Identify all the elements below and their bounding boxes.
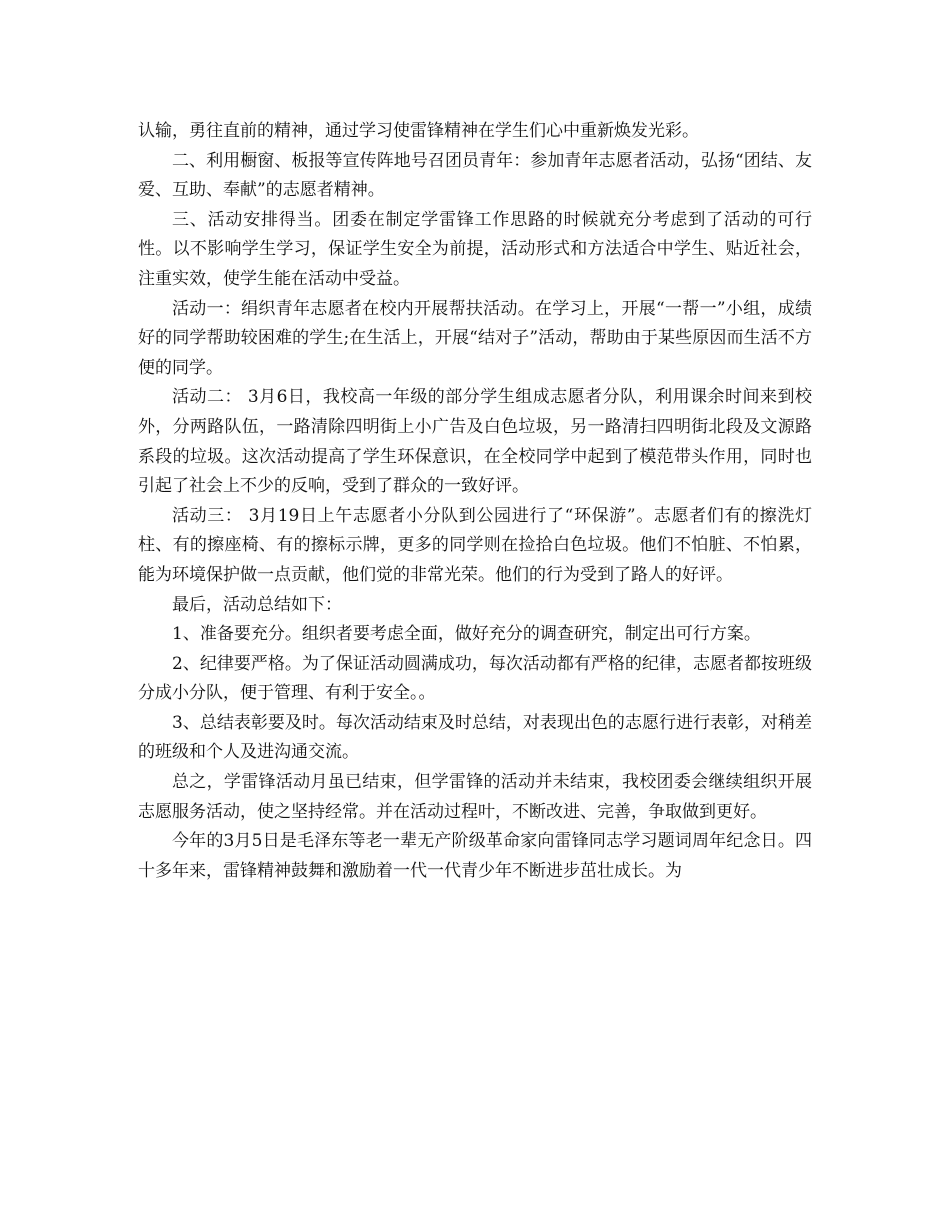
paragraph: 今年的3月5日是毛泽东等老一辈无产阶级革命家向雷锋同志学习题词周年纪念日。四十多年来，雷锋精神鼓舞和激励着一代一代青少年不断进步茁壮成长。为 <box>138 831 812 881</box>
paragraph: 认输，勇往直前的精神，通过学习使雷锋精神在学生们心中重新焕发光彩。 <box>138 121 699 141</box>
paragraph: 总之，学雷锋活动月虽已结束，但学雷锋的活动并未结束，我校团委会继续组织开展志愿服务活动，使之坚持经常。并在活动过程叶，不断改进、完善，争取做到更好。 <box>138 772 812 822</box>
paragraph: 二、利用橱窗、板报等宣传阵地号召团员青年：参加青年志愿者活动，弘扬“团结、友爱、互助、奉献”的志愿者精神。 <box>138 150 812 201</box>
paragraph: 最后，活动总结如下： <box>172 594 342 615</box>
paragraph: 1、准备要充分。组织者要考虑全面，做好充分的调查研究，制定出可行方案。 <box>172 624 761 645</box>
paragraph: 三、活动安排得当。团委在制定学雷锋工作思路的时候就充分考虑到了活动的可行性。以不影响学生学习，保证学生安全为前提，活动形式和方法适合中学生、贴近社会，注重实效，使学生能在活动中受益。 <box>138 209 812 289</box>
document-body <box>138 117 812 886</box>
paragraph: 活动三： 3月19日上午志愿者小分队到公园进行了“环保游”。志愿者们有的擦洗灯柱、有的擦座椅、有的擦标示牌，更多的同学则在捡拾白色垃圾。他们不怕脏、不怕累，能为环境保护做一点贡献，他们觉的非常光荣。他们的行为受到了路人的好评。 <box>138 505 812 585</box>
paragraph: 2、纪律要严格。为了保证活动圆满成功，每次活动都有严格的纪律，志愿者都按班级分成小分队，便于管理、有利于安全。。 <box>138 653 812 704</box>
paragraph: 3、总结表彰要及时。每次活动结束及时总结，对表现出色的志愿行进行表彰，对稍差的班级和个人及进沟通交流。 <box>138 712 812 763</box>
paragraph: 活动一：绢织青年志愿者在校内开展帮扶活动。在学习上，开展“一帮一”小组，成绩好的同学帮助较困难的学生;在生活上，开展“结对子”活动，帮助由于某些原因而生活不方便的同学。 <box>138 298 812 378</box>
paragraph: 活动二： 3月6日，我校高一年级的部分学生组成志愿者分队，利用课余时间来到校外，分两路队伍，一路清除四明街上小广告及白色垃圾，另一路清扫四明街北段及文源路系段的垃圾。这次活动提高了学生环保意识，在全校同学中起到了模范带头作用，同时也引起了社会上不少的反响，受到了群众的一致好评。 <box>138 387 812 497</box>
